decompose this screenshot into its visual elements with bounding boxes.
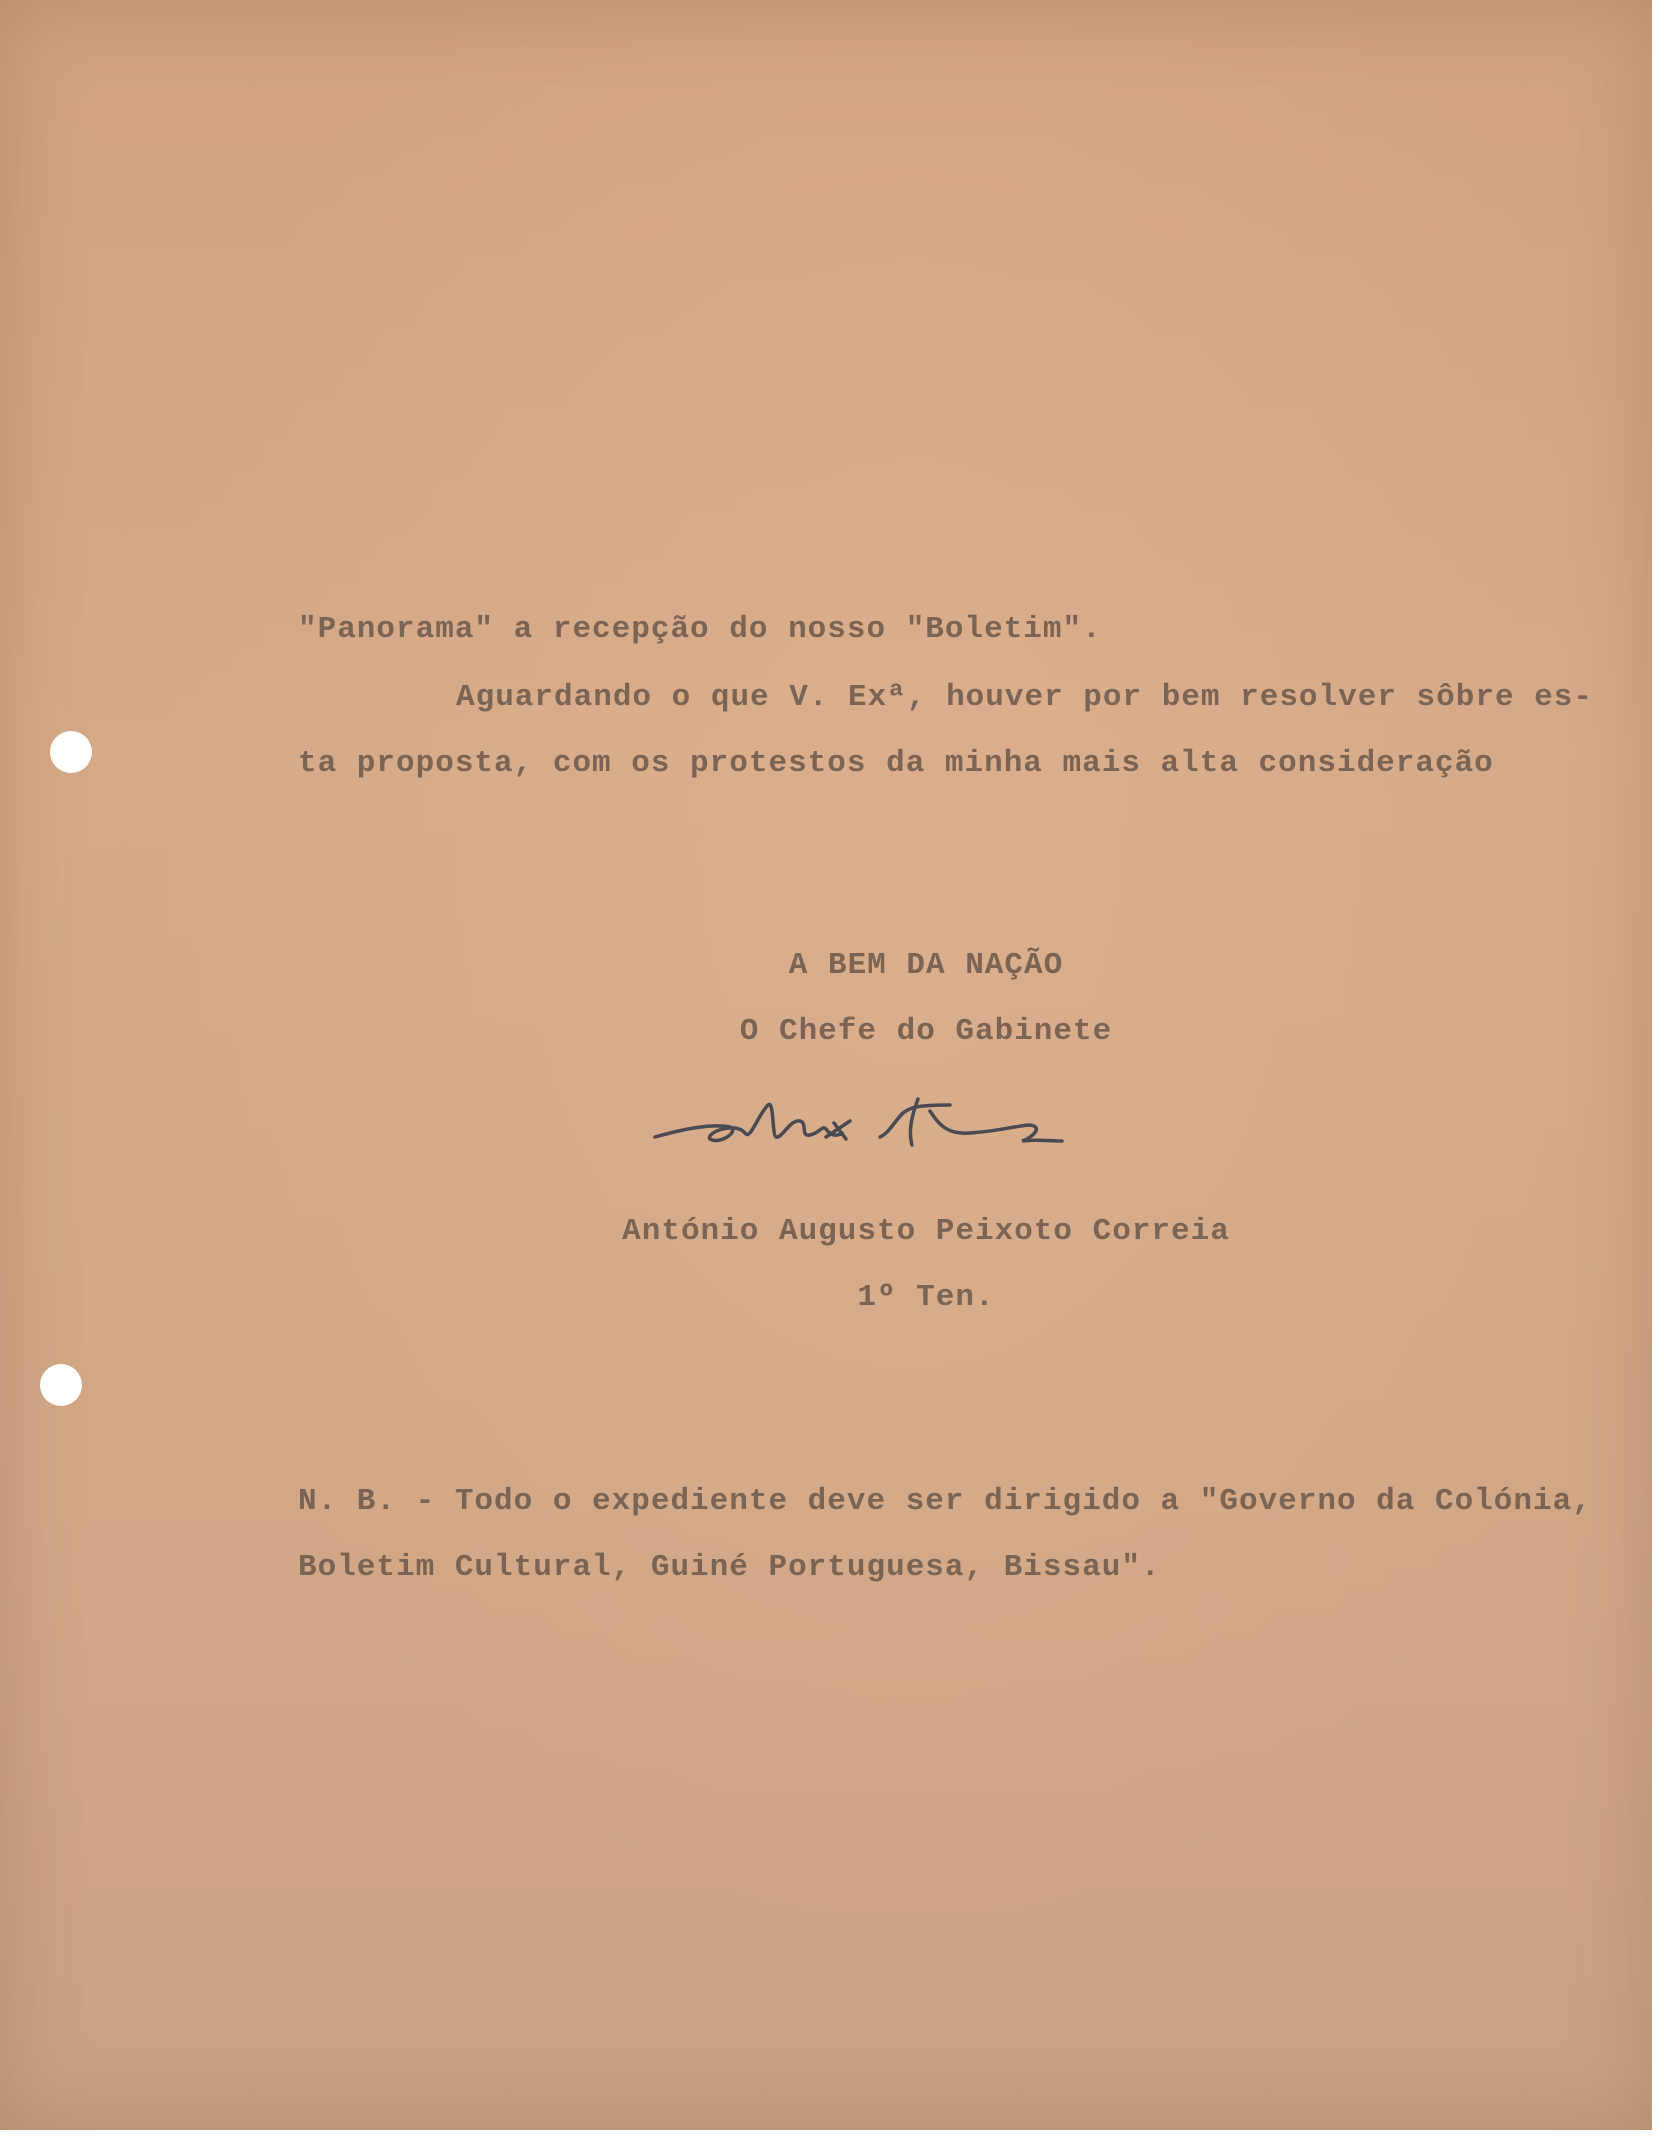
closing-formula: A BEM DA NAÇÃO (788, 948, 1064, 983)
punch-hole (50, 731, 92, 773)
body-line: "Panorama" a recepção do nosso "Boletim". (298, 612, 1102, 647)
note-line: Boletim Cultural, Guiné Portuguesa, Bissau". (298, 1550, 1161, 1585)
body-line: ta proposta, com os protestos da minha mais alta consideração (298, 746, 1494, 781)
handwritten-signature (650, 1075, 1210, 1175)
note-line: N. B. - Todo o expediente deve ser dirigido a "Governo da Colónia, (298, 1484, 1592, 1519)
signatory-rank: 1º Ten. (857, 1280, 995, 1315)
signatory-name: António Augusto Peixoto Correia (622, 1214, 1230, 1249)
body-line: Aguardando o que V. Exª, houver por bem resolver sôbre es- (456, 680, 1593, 715)
punch-hole (40, 1364, 82, 1406)
signatory-role: O Chefe do Gabinete (739, 1014, 1113, 1049)
